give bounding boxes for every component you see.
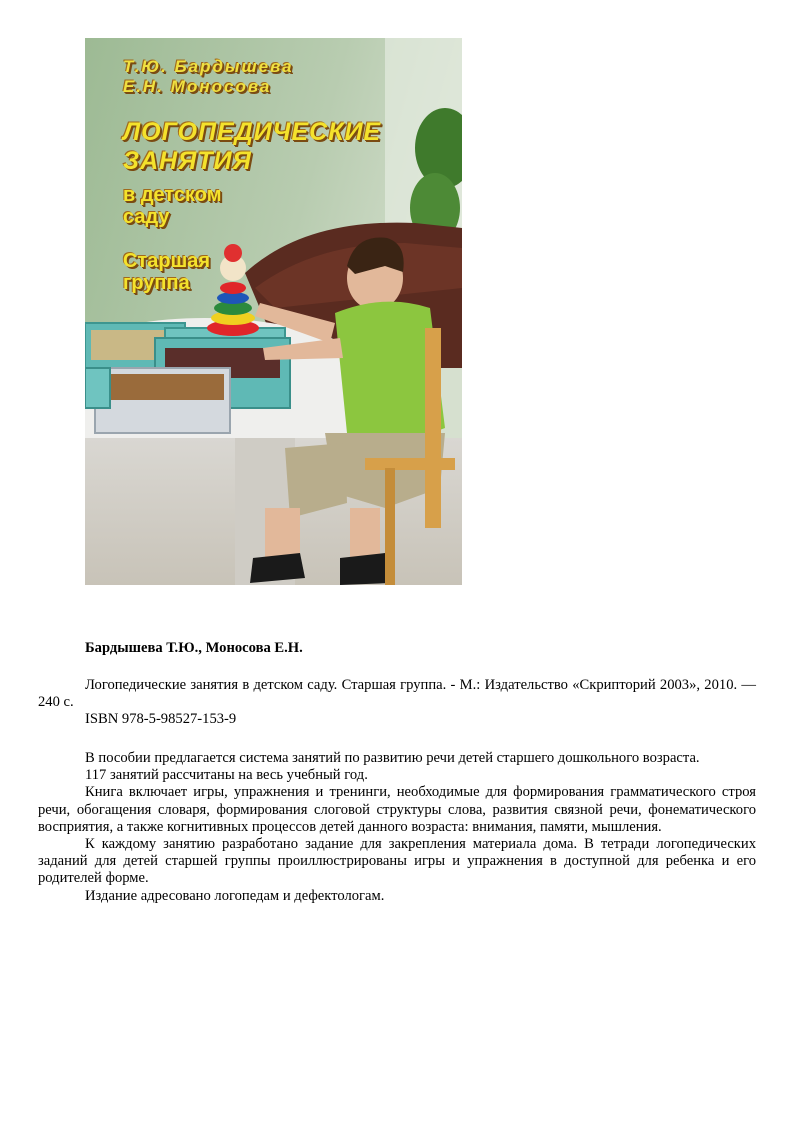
- cover-author-1: Т.Ю. Бардышева: [123, 57, 294, 76]
- annotation-paragraph: 117 занятий рассчитаны на весь учебный год.: [85, 767, 368, 784]
- annotation-paragraph: К каждому занятию разработано задание для закрепления материала дома. В тетради логопедических заданий для детей старшей группы проиллюстрированы игры и упражнения в доступной для ребенка и его родителей форме.: [38, 836, 756, 887]
- author-heading: Бардышева Т.Ю., Моносова Е.Н.: [85, 640, 303, 656]
- bibliographic-block: [38, 677, 756, 729]
- bibliographic-description: Логопедические занятия в детском саду. Старшая группа. - М.: Издательство «Скрипторий 2003», 2010. — 240 с.: [38, 677, 756, 711]
- cover-subtitle-line-2: саду: [123, 206, 170, 228]
- cover-group-line-1: Старшая: [123, 250, 211, 272]
- cover-title-line-2: ЗАНЯТИЯ: [123, 147, 252, 175]
- annotation-paragraph: В пособии предлагается система занятий по развитию речи детей старшего дошкольного возраста.: [85, 750, 700, 766]
- book-cover: [85, 38, 462, 585]
- cover-author-2: Е.Н. Моносова: [123, 77, 272, 96]
- annotation-paragraph: Книга включает игры, упражнения и тренинги, необходимые для формирования грамматического строя речи, обогащения словаря, формирования слоговой структуры слова, развития связной речи, фонематического восприятия, а также когнитивных процессов детей данного возраста: внимания, памяти, мышления.: [38, 784, 756, 835]
- annotation-block: [38, 750, 756, 905]
- isbn: ISBN 978-5-98527-153-9: [85, 711, 237, 728]
- cover-subtitle-line-1: в детском: [123, 184, 222, 206]
- annotation-paragraph: Издание адресовано логопедам и дефектологам.: [85, 887, 385, 904]
- cover-group-line-2: группа: [123, 272, 190, 294]
- cover-title-line-1: ЛОГОПЕДИЧЕСКИЕ: [123, 118, 382, 146]
